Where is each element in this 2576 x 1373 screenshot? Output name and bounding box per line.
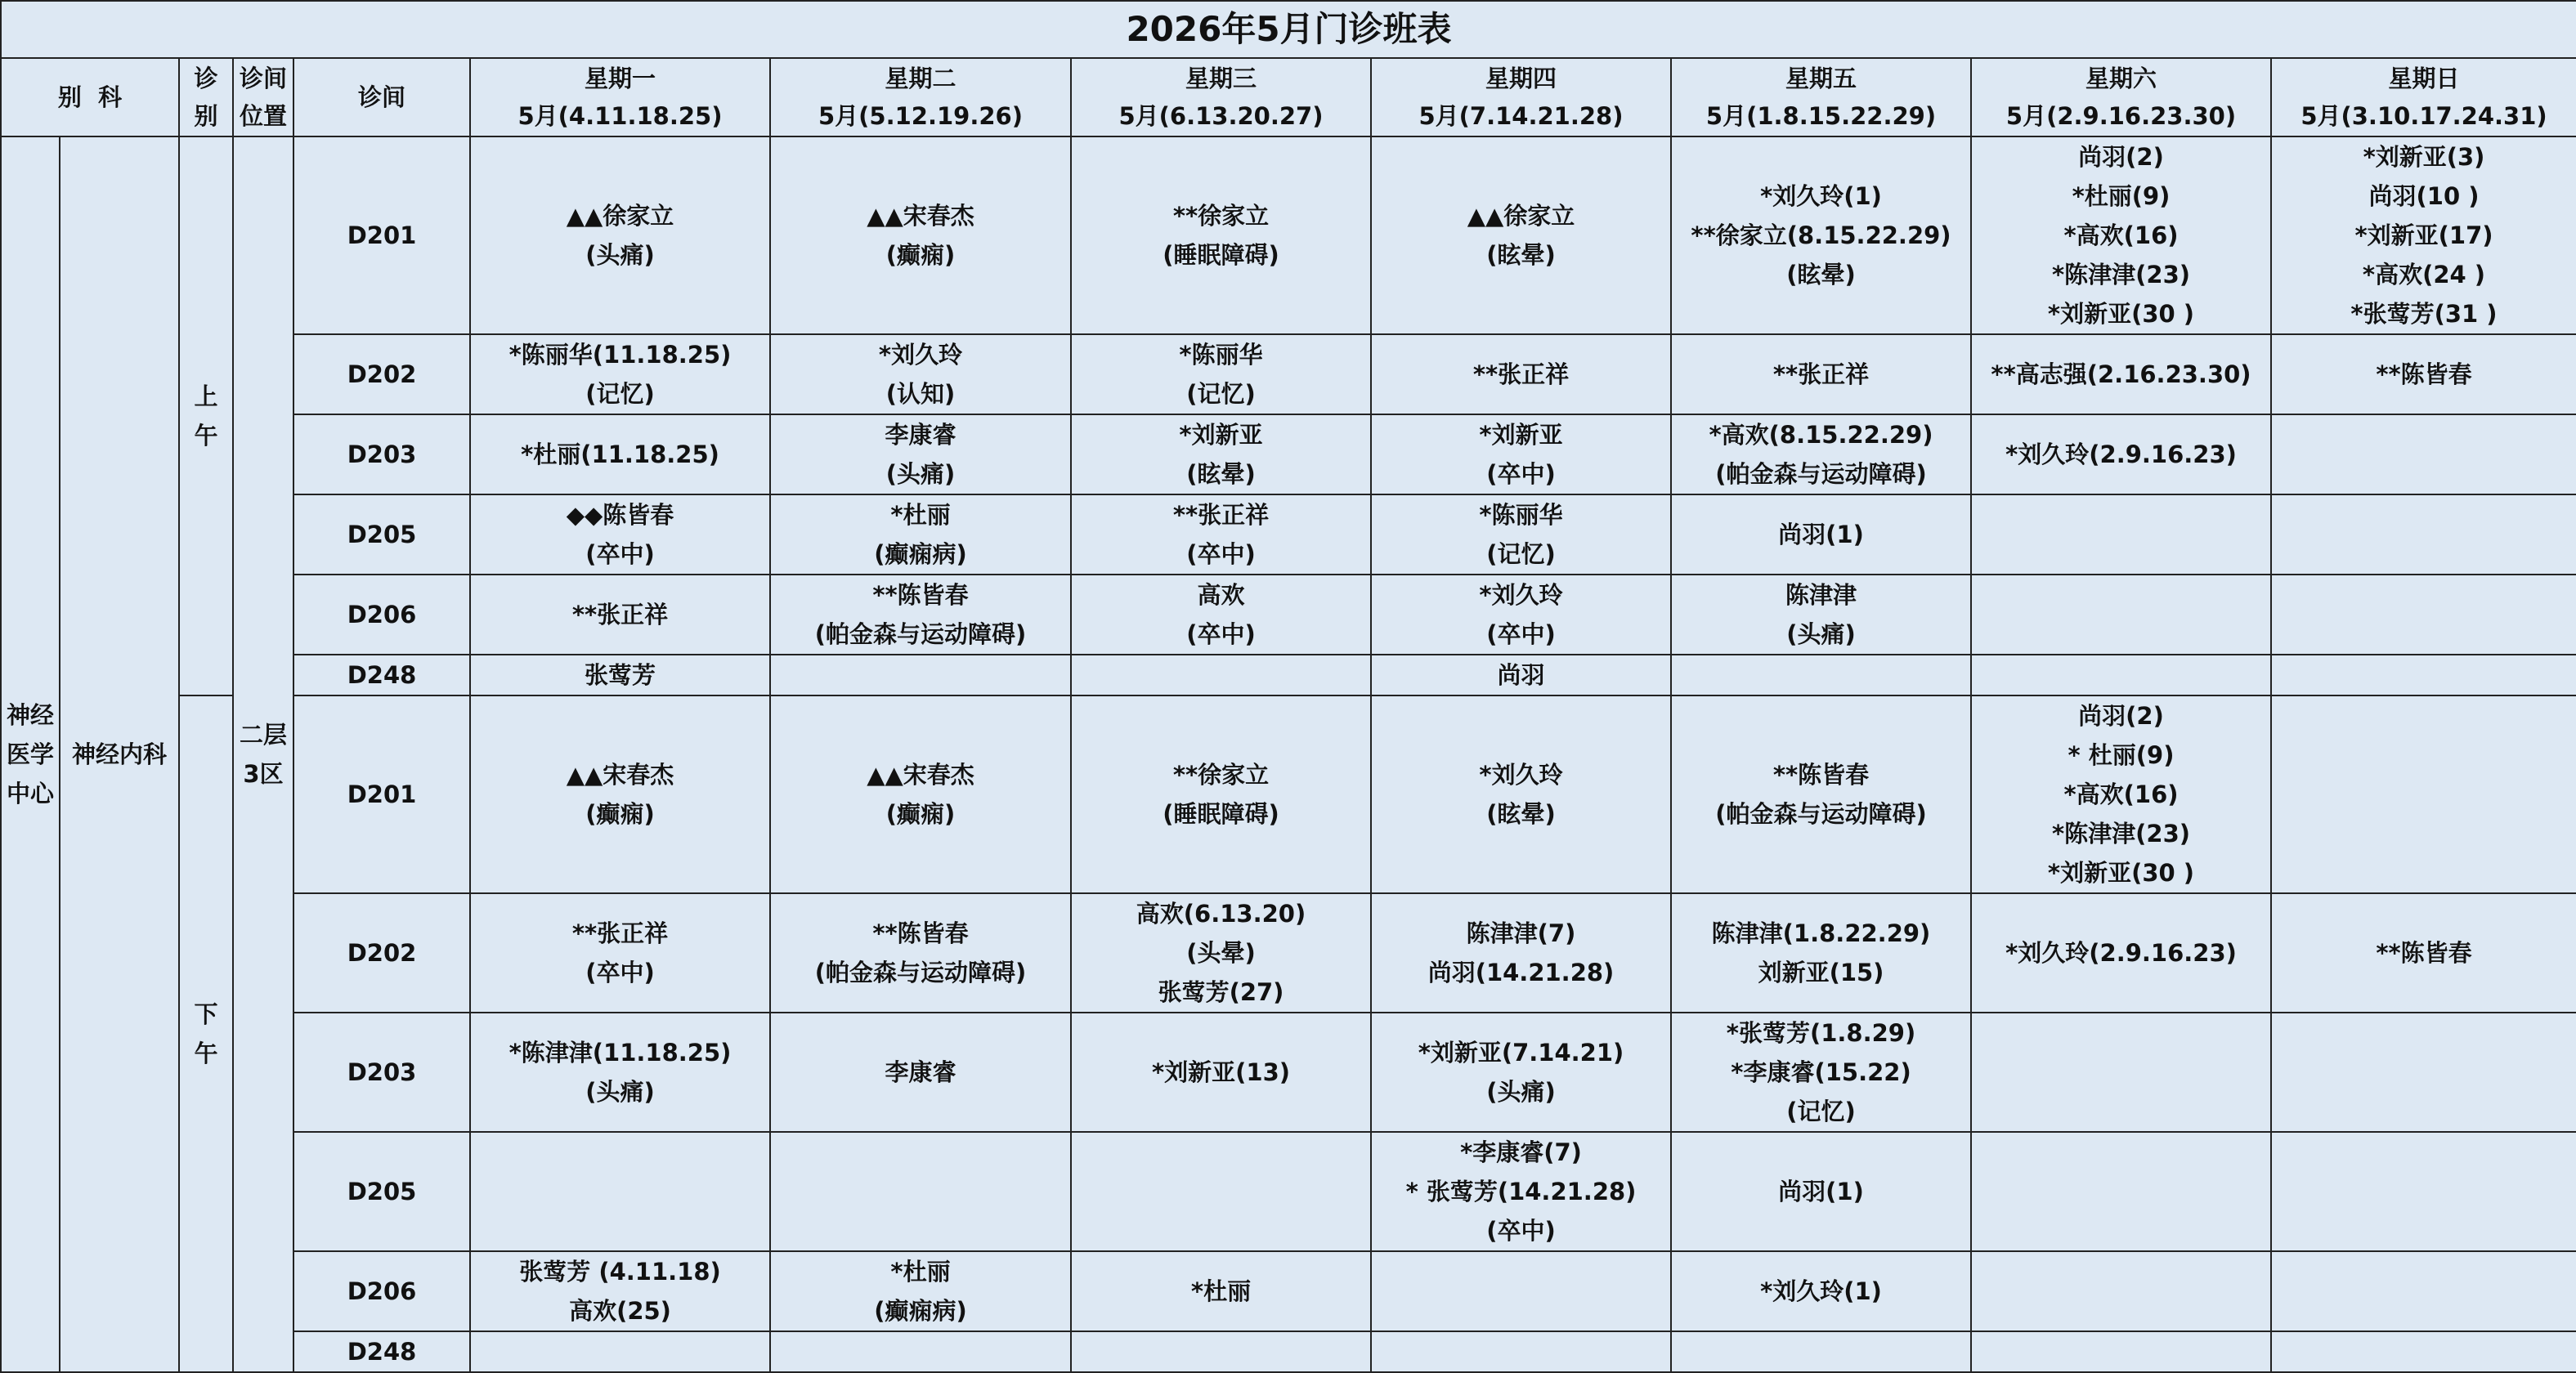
room-cell: D248 — [293, 1331, 470, 1372]
schedule-cell — [2271, 655, 2576, 695]
doctor-entry: *刘久玲 — [878, 341, 963, 369]
schedule-cell — [1071, 695, 1371, 893]
schedule-cell — [1071, 1132, 1371, 1251]
schedule-cell — [770, 1013, 1071, 1132]
schedule-cell — [1671, 1013, 1971, 1132]
schedule-cell — [2271, 1251, 2576, 1331]
doctor-entry: (癫痫) — [885, 241, 956, 269]
schedule-cell — [1671, 1331, 1971, 1372]
doctor-entry: (头痛) — [585, 1078, 655, 1106]
schedule-cell — [470, 575, 770, 655]
doctor-entry: 陈津津 — [1785, 581, 1857, 609]
room-cell: D203 — [293, 414, 470, 494]
schedule-cell — [1071, 414, 1371, 494]
schedule-row — [1, 893, 2576, 1013]
doctor-entry: (帕金森与运动障碍) — [814, 620, 1027, 648]
doctor-entry: (卒中) — [1186, 620, 1256, 648]
header-day-6 — [1971, 58, 2271, 136]
schedule-cell — [1371, 414, 1671, 494]
day-dates: 5月(4.11.18.25) — [517, 102, 723, 130]
doctor-entry: *刘新亚 — [1179, 421, 1263, 449]
doctor-entry: **张正祥 — [1172, 501, 1270, 529]
schedule-cell — [1671, 655, 1971, 695]
header-room: 诊间 — [293, 58, 470, 136]
schedule-cell — [2271, 1013, 2576, 1132]
doctor-entry: *李康睿(7) — [1460, 1138, 1582, 1166]
doctor-entry: *杜丽 — [1190, 1277, 1252, 1305]
doctor-entry: (帕金森与运动障碍) — [814, 959, 1027, 986]
department-cell: 神经内科 — [60, 136, 179, 1372]
schedule-cell — [1971, 414, 2271, 494]
schedule-cell — [470, 655, 770, 695]
doctor-entry: (卒中) — [1486, 460, 1556, 488]
day-dates: 5月(2.9.16.23.30) — [2005, 102, 2237, 130]
schedule-cell — [770, 1132, 1071, 1251]
session-name-char: 下 — [194, 1000, 218, 1028]
schedule-cell — [2271, 414, 2576, 494]
schedule-cell — [1971, 1013, 2271, 1132]
schedule-cell — [1371, 1013, 1671, 1132]
doctor-entry: **陈皆春 — [1772, 761, 1870, 789]
header-location-line: 位置 — [239, 102, 287, 130]
doctor-entry: (癫痫) — [585, 800, 655, 828]
schedule-cell — [1071, 334, 1371, 414]
header-day-4 — [1371, 58, 1671, 136]
header-day-7 — [2271, 58, 2576, 136]
schedule-cell — [2271, 136, 2576, 334]
schedule-row — [1, 1251, 2576, 1331]
schedule-cell — [470, 334, 770, 414]
doctor-entry: **陈皆春 — [872, 919, 969, 947]
doctor-entry: (头晕) — [1186, 939, 1256, 967]
doctor-entry: 张莺芳 — [584, 661, 656, 689]
schedule-cell — [1671, 1132, 1971, 1251]
doctor-entry: (记忆) — [1186, 380, 1256, 408]
doctor-entry: 刘新亚(15) — [1758, 959, 1884, 986]
header-session-char: 别 — [194, 102, 218, 130]
doctor-entry: 高欢(25) — [569, 1297, 671, 1325]
doctor-entry: *杜丽(11.18.25) — [521, 441, 719, 468]
doctor-entry: **张正祥 — [571, 601, 669, 628]
schedule-cell — [1671, 494, 1971, 575]
schedule-cell — [770, 655, 1071, 695]
session-cell — [179, 136, 233, 695]
schedule-cell — [1971, 1251, 2271, 1331]
doctor-entry: ▲▲宋春杰 — [867, 761, 974, 789]
doctor-entry: *刘新亚(30 ) — [2047, 300, 2195, 328]
floor-cell — [233, 136, 293, 1372]
schedule-row — [1, 1013, 2576, 1132]
doctor-entry: 高欢 — [1197, 581, 1245, 609]
doctor-entry: (头痛) — [1786, 620, 1856, 648]
header-session-char: 诊 — [194, 65, 218, 92]
doctor-entry: *杜丽(9) — [2072, 182, 2171, 210]
doctor-entry: *刘新亚(30 ) — [2047, 859, 2195, 887]
doctor-entry: (帕金森与运动障碍) — [1715, 460, 1927, 488]
doctor-entry: (眩晕) — [1186, 460, 1256, 488]
schedule-cell — [770, 334, 1071, 414]
schedule-cell — [1971, 1132, 2271, 1251]
header-day-2 — [770, 58, 1071, 136]
room-cell: D201 — [293, 136, 470, 334]
doctor-entry: **徐家立 — [1172, 202, 1270, 230]
doctor-entry: *陈津津(23) — [2051, 820, 2191, 848]
day-dates: 5月(1.8.15.22.29) — [1705, 102, 1937, 130]
schedule-row — [1, 575, 2576, 655]
day-dates: 5月(3.10.17.24.31) — [2300, 102, 2547, 130]
doctor-entry: 尚羽(2) — [2078, 143, 2164, 171]
schedule-cell — [1971, 494, 2271, 575]
schedule-cell — [1371, 1251, 1671, 1331]
header-day-3 — [1071, 58, 1371, 136]
doctor-entry: (记忆) — [585, 380, 655, 408]
day-dates: 5月(6.13.20.27) — [1118, 102, 1324, 130]
day-name: 星期一 — [584, 65, 656, 92]
schedule-cell — [1371, 655, 1671, 695]
schedule-cell — [1971, 893, 2271, 1013]
schedule-cell — [1071, 655, 1371, 695]
schedule-cell — [1671, 414, 1971, 494]
header-location — [233, 58, 293, 136]
doctor-entry: * 杜丽(9) — [2068, 741, 2175, 769]
schedule-cell — [1371, 334, 1671, 414]
doctor-entry: (头痛) — [1486, 1078, 1556, 1106]
doctor-entry: *高欢(16) — [2063, 780, 2179, 808]
schedule-cell — [1671, 575, 1971, 655]
day-name: 星期六 — [2085, 65, 2157, 92]
doctor-entry: *刘新亚(7.14.21) — [1418, 1039, 1624, 1067]
doctor-entry: 尚羽(2) — [2078, 702, 2164, 730]
schedule-row — [1, 334, 2576, 414]
schedule-cell — [770, 136, 1071, 334]
doctor-entry: *杜丽 — [890, 501, 951, 529]
doctor-entry: 陈津津(7) — [1466, 919, 1576, 947]
room-cell: D201 — [293, 695, 470, 893]
schedule-cell — [1071, 893, 1371, 1013]
doctor-entry: (卒中) — [1486, 1217, 1556, 1245]
doctor-entry: *刘新亚(13) — [1151, 1058, 1291, 1086]
doctor-entry: (癫痫) — [885, 800, 956, 828]
doctor-entry: *刘久玲(1) — [1760, 182, 1882, 210]
schedule-row — [1, 494, 2576, 575]
doctor-entry: (记忆) — [1486, 540, 1556, 568]
schedule-cell — [1371, 494, 1671, 575]
header-day-1 — [470, 58, 770, 136]
doctor-entry: (癫痫病) — [874, 1297, 967, 1325]
doctor-entry: (头痛) — [885, 460, 956, 488]
center-name-line: 中心 — [6, 780, 54, 807]
doctor-entry: **张正祥 — [571, 919, 669, 947]
doctor-entry: **高志强(2.16.23.30) — [1991, 360, 2251, 388]
session-name-char: 午 — [194, 1040, 218, 1067]
doctor-entry: *张莺芳(1.8.29) — [1726, 1019, 1916, 1047]
schedule-cell — [470, 695, 770, 893]
doctor-entry: (睡眠障碍) — [1163, 800, 1279, 828]
doctor-entry: *刘久玲(1) — [1760, 1277, 1882, 1305]
doctor-entry: 李康睿 — [885, 421, 956, 449]
schedule-cell — [2271, 494, 2576, 575]
schedule-row — [1, 414, 2576, 494]
schedule-cell — [470, 494, 770, 575]
header-day-5 — [1671, 58, 1971, 136]
doctor-entry: 高欢(6.13.20) — [1136, 900, 1306, 928]
schedule-cell — [2271, 695, 2576, 893]
schedule-cell — [770, 893, 1071, 1013]
schedule-cell — [770, 1331, 1071, 1372]
schedule-cell — [2271, 893, 2576, 1013]
schedule-cell — [1671, 136, 1971, 334]
schedule-cell — [1971, 136, 2271, 334]
center-cell — [1, 136, 60, 1372]
doctor-entry: (眩晕) — [1786, 261, 1856, 288]
doctor-entry: *高欢(8.15.22.29) — [1709, 421, 1933, 449]
day-dates: 5月(7.14.21.28) — [1418, 102, 1624, 130]
doctor-entry: 尚羽(1) — [1778, 521, 1864, 548]
doctor-entry: *陈津津(11.18.25) — [508, 1039, 732, 1067]
center-name-line: 神经 — [6, 701, 54, 729]
doctor-entry: *刘久玲(2.9.16.23) — [2005, 441, 2237, 468]
doctor-entry: (眩晕) — [1486, 800, 1556, 828]
room-cell: D203 — [293, 1013, 470, 1132]
day-dates: 5月(5.12.19.26) — [818, 102, 1023, 130]
schedule-cell — [1071, 1331, 1371, 1372]
day-name: 星期日 — [2388, 65, 2460, 92]
center-name-line: 医学 — [6, 740, 54, 768]
schedule-cell — [470, 1013, 770, 1132]
doctor-entry: 李康睿 — [885, 1058, 956, 1086]
session-name-char: 午 — [194, 422, 218, 449]
schedule-cell — [1371, 136, 1671, 334]
schedule-cell — [770, 414, 1071, 494]
doctor-entry: *陈丽华(11.18.25) — [508, 341, 732, 369]
schedule-cell — [1971, 695, 2271, 893]
schedule-cell — [770, 695, 1071, 893]
schedule-cell — [1071, 1013, 1371, 1132]
session-cell — [179, 695, 233, 1372]
doctor-entry: *李康睿(15.22) — [1731, 1058, 1911, 1086]
schedule-cell — [770, 494, 1071, 575]
doctor-entry: (卒中) — [585, 959, 655, 986]
doctor-entry: 张莺芳(27) — [1158, 978, 1284, 1006]
schedule-cell — [770, 575, 1071, 655]
doctor-entry: ◆◆陈皆春 — [566, 501, 674, 529]
schedule-cell — [1371, 893, 1671, 1013]
schedule-cell — [1071, 494, 1371, 575]
doctor-entry: *刘久玲 — [1479, 581, 1563, 609]
doctor-entry: *刘新亚 — [1479, 421, 1563, 449]
day-name: 星期三 — [1185, 65, 1257, 92]
schedule-cell — [470, 1132, 770, 1251]
header-location-line: 诊间 — [239, 65, 287, 92]
schedule-cell — [1971, 334, 2271, 414]
schedule-cell — [1971, 575, 2271, 655]
session-name-char: 上 — [194, 382, 218, 410]
doctor-entry: (卒中) — [1486, 620, 1556, 648]
doctor-entry: ▲▲徐家立 — [1467, 202, 1575, 230]
floor-line: 二层 — [239, 721, 287, 749]
schedule-cell — [470, 1331, 770, 1372]
doctor-entry: (记忆) — [1786, 1098, 1856, 1125]
doctor-entry: *刘久玲(2.9.16.23) — [2005, 939, 2237, 967]
doctor-entry: **陈皆春 — [2376, 939, 2472, 967]
doctor-entry: *刘新亚(17) — [2354, 221, 2493, 249]
schedule-cell — [2271, 575, 2576, 655]
schedule-row — [1, 1132, 2576, 1251]
room-cell: D205 — [293, 1132, 470, 1251]
doctor-entry: ▲▲徐家立 — [566, 202, 674, 230]
doctor-entry: *刘新亚(3) — [2363, 143, 2485, 171]
doctor-entry: * 张莺芳(14.21.28) — [1405, 1178, 1637, 1205]
schedule-cell — [2271, 1331, 2576, 1372]
doctor-entry: *张莺芳(31 ) — [2350, 300, 2498, 328]
room-cell: D205 — [293, 494, 470, 575]
doctor-entry: 尚羽 — [1497, 661, 1545, 689]
doctor-entry: **陈皆春 — [872, 581, 969, 609]
schedule-row — [1, 695, 2576, 893]
schedule-cell — [770, 1251, 1071, 1331]
schedule-cell — [470, 136, 770, 334]
floor-line: 3区 — [243, 760, 284, 788]
schedule-cell — [1371, 1132, 1671, 1251]
doctor-entry: 张莺芳 (4.11.18) — [519, 1258, 721, 1286]
schedule-cell — [1671, 1251, 1971, 1331]
doctor-entry: *高欢(16) — [2063, 221, 2179, 249]
schedule-cell — [2271, 334, 2576, 414]
doctor-entry: (认知) — [885, 380, 956, 408]
schedule-cell — [470, 414, 770, 494]
doctor-entry: *陈津津(23) — [2051, 261, 2191, 288]
room-cell: D248 — [293, 655, 470, 695]
schedule-cell — [1371, 575, 1671, 655]
room-cell: D206 — [293, 575, 470, 655]
doctor-entry: 尚羽(1) — [1778, 1178, 1864, 1205]
doctor-entry: (头痛) — [585, 241, 655, 269]
doctor-entry: 尚羽(14.21.28) — [1427, 959, 1615, 986]
room-cell: D206 — [293, 1251, 470, 1331]
header-dept: 别 科 — [1, 58, 179, 136]
schedule-cell — [1071, 1251, 1371, 1331]
room-cell: D202 — [293, 334, 470, 414]
schedule-cell — [1671, 695, 1971, 893]
doctor-entry: (卒中) — [585, 540, 655, 568]
doctor-entry: *陈丽华 — [1179, 341, 1263, 369]
schedule-cell — [1671, 893, 1971, 1013]
doctor-entry: (睡眠障碍) — [1163, 241, 1279, 269]
doctor-entry: ▲▲宋春杰 — [566, 761, 674, 789]
schedule-cell — [470, 1251, 770, 1331]
table-title: 2026年5月门诊班表 — [1, 1, 2576, 58]
schedule-row — [1, 136, 2576, 334]
schedule-cell — [1371, 1331, 1671, 1372]
doctor-entry: **张正祥 — [1472, 360, 1570, 388]
schedule-cell — [1971, 1331, 2271, 1372]
day-name: 星期二 — [885, 65, 956, 92]
doctor-entry: **徐家立 — [1172, 761, 1270, 789]
schedule-row — [1, 1331, 2576, 1372]
schedule-cell — [470, 893, 770, 1013]
doctor-entry: *陈丽华 — [1479, 501, 1563, 529]
doctor-entry: **陈皆春 — [2376, 360, 2472, 388]
doctor-entry: 陈津津(1.8.22.29) — [1711, 919, 1931, 947]
schedule-cell — [1371, 695, 1671, 893]
schedule-cell — [1071, 575, 1371, 655]
doctor-entry: **徐家立(8.15.22.29) — [1691, 221, 1951, 249]
schedule-cell — [1671, 334, 1971, 414]
doctor-entry: *刘久玲 — [1479, 761, 1563, 789]
doctor-entry: (眩晕) — [1486, 241, 1556, 269]
doctor-entry: (癫痫病) — [874, 540, 967, 568]
doctor-entry: ▲▲宋春杰 — [867, 202, 974, 230]
doctor-entry: *杜丽 — [890, 1258, 951, 1286]
schedule-row — [1, 655, 2576, 695]
room-cell: D202 — [293, 893, 470, 1013]
day-name: 星期五 — [1785, 65, 1857, 92]
header-session — [179, 58, 233, 136]
schedule-cell — [1071, 136, 1371, 334]
schedule-cell — [2271, 1132, 2576, 1251]
doctor-entry: (帕金森与运动障碍) — [1715, 800, 1927, 828]
doctor-entry: **张正祥 — [1772, 360, 1870, 388]
doctor-entry: (卒中) — [1186, 540, 1256, 568]
doctor-entry: 尚羽(10 ) — [2368, 182, 2480, 210]
doctor-entry: *高欢(24 ) — [2362, 261, 2486, 288]
day-name: 星期四 — [1485, 65, 1557, 92]
schedule-cell — [1971, 655, 2271, 695]
